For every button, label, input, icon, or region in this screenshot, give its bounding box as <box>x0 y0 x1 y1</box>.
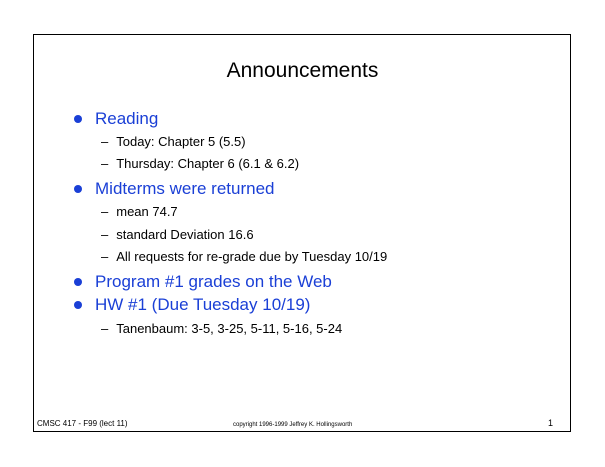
bullet-label: HW #1 (Due Tuesday 10/19) <box>95 295 311 314</box>
sub-item-text: Thursday: Chapter 6 (6.1 & 6.2) <box>116 156 300 171</box>
sub-item-text: mean 74.7 <box>116 204 178 219</box>
sub-item <box>101 320 342 338</box>
sub-item <box>101 226 254 244</box>
bullet-dot-icon <box>74 185 82 193</box>
dash-icon: – <box>101 227 109 242</box>
bullet-dot-icon <box>74 115 82 123</box>
dash-icon: – <box>101 134 109 149</box>
footer-course-label: CMSC 417 - F99 (lect 11) <box>37 419 128 428</box>
bullet-label: Reading <box>95 109 159 128</box>
footer-copyright: copyright 1996-1999 Jeffrey K. Hollingsworth <box>233 422 353 428</box>
sub-item <box>101 133 246 151</box>
sub-item <box>101 203 178 221</box>
bullet-item-reading <box>74 108 158 130</box>
bullet-item-homework <box>74 294 310 316</box>
sub-item-text: Tanenbaum: 3-5, 3-25, 5-11, 5-16, 5-24 <box>116 321 343 336</box>
dash-icon: – <box>101 249 109 264</box>
dash-icon: – <box>101 321 109 336</box>
sub-item-text: standard Deviation 16.6 <box>116 227 254 242</box>
bullet-dot-icon <box>74 301 82 309</box>
slide-title: Announcements <box>226 59 379 82</box>
sub-item-text: Today: Chapter 5 (5.5) <box>116 134 246 149</box>
sub-item <box>101 155 299 173</box>
bullet-label: Program #1 grades on the Web <box>95 272 332 291</box>
dash-icon: – <box>101 204 109 219</box>
bullet-label: Midterms were returned <box>95 179 275 198</box>
sub-item-text: All requests for re-grade due by Tuesday 10/19 <box>116 249 388 264</box>
page-number: 1 <box>548 418 554 428</box>
bullet-dot-icon <box>74 278 82 286</box>
dash-icon: – <box>101 156 109 171</box>
bullet-item-program-grades <box>74 271 332 293</box>
bullet-item-midterms <box>74 178 275 200</box>
sub-item <box>101 248 387 266</box>
